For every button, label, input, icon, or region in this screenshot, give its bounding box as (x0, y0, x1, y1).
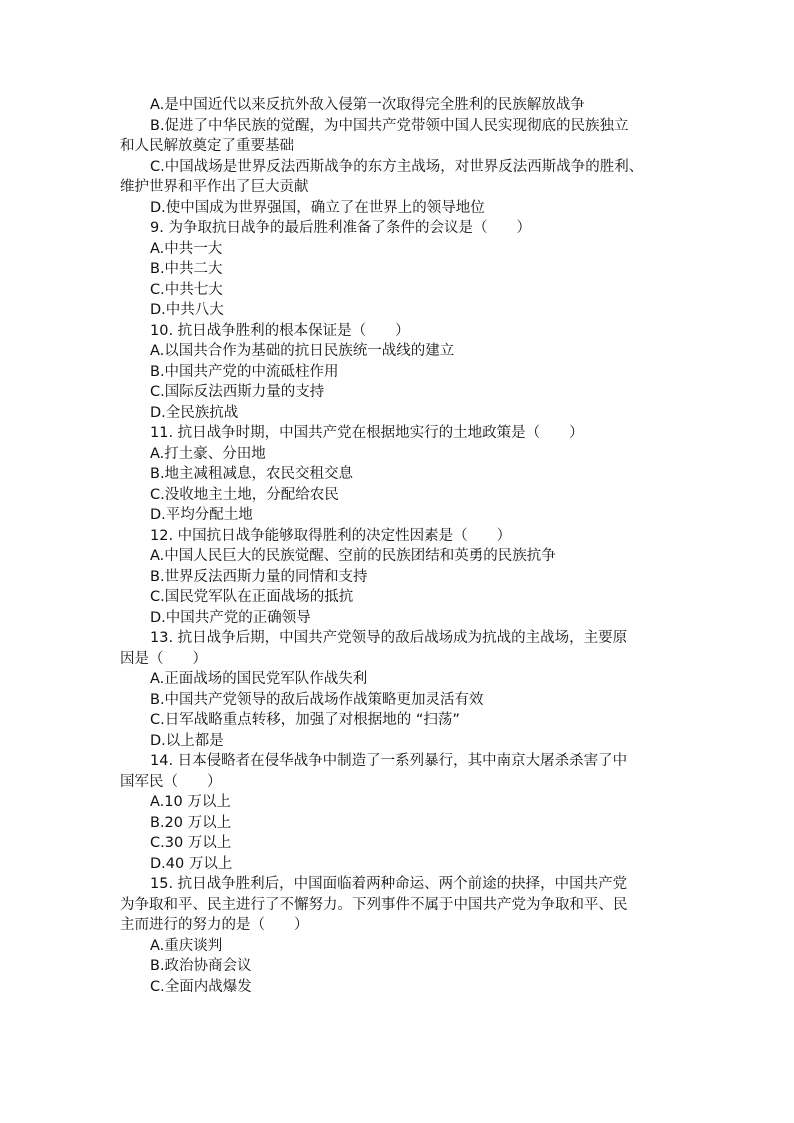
text-line: A.以国共合作为基础的抗日民族统一战线的建立 (150, 343, 455, 359)
text-line: B.20 万以上 (150, 814, 232, 831)
text-line: A.是中国近代以来反抗外敌入侵第一次取得完全胜利的民族解放战争 (150, 97, 585, 113)
text-line: C.中共七大 (150, 281, 223, 298)
text-line: 14. 日本侵略者在侵华战争中制造了一系列暴行，其中南京大屠杀杀害了中 (150, 753, 628, 769)
text-line: A.正面战场的国民党军队作战失利 (150, 671, 368, 687)
text-line: D.中共八大 (150, 302, 224, 318)
text-line-continuation: 维护世界和平作出了巨大贡献 (120, 179, 309, 195)
text-line: D.40 万以上 (150, 855, 233, 872)
text-line: D.平均分配土地 (150, 507, 253, 523)
text-line: D.中国共产党的正确领导 (150, 609, 311, 626)
text-line: D.以上都是 (150, 732, 224, 749)
text-line: B.政治协商会议 (150, 958, 252, 974)
text-line: B.中共二大 (150, 261, 223, 277)
text-line: A.重庆谈判 (150, 937, 223, 954)
text-line: 9. 为争取抗日战争的最后胜利准备了条件的会议是（ ） (150, 220, 531, 236)
text-line: 13. 抗日战争后期，中国共产党领导的敌后战场成为抗战的主战场，主要原 (150, 630, 628, 646)
text-line-continuation: 为争取和平、民主进行了不懈努力。下列事件不属于中国共产党为争取和平、民 (120, 896, 628, 913)
text-line: C.国际反法西斯力量的支持 (150, 384, 325, 400)
text-line-continuation: 国军民（ ） (120, 773, 222, 790)
question-content (0, 95, 794, 997)
text-line-continuation: 和人民解放奠定了重要基础 (120, 138, 294, 154)
text-line: D.全民族抗战 (150, 404, 239, 421)
text-line: 11. 抗日战争时期，中国共产党在根据地实行的土地政策是（ ） (150, 425, 584, 441)
text-line: A.中共一大 (150, 240, 223, 257)
text-line: A.10 万以上 (150, 794, 231, 810)
text-line: 15. 抗日战争胜利后，中国面临着两种命运、两个前途的抉择，中国共产党 (150, 876, 628, 892)
text-line: B.地主减租减息，农民交租交息 (150, 466, 354, 482)
text-line: C.日军战略重点转移，加强了对根据地的 “扫荡” (150, 712, 460, 728)
text-line: C.没收地主土地，分配给农民 (150, 486, 339, 503)
text-line: C.中国战场是世界反法西斯战争的东方主战场，对世界反法西斯战争的胜利、 (150, 158, 644, 175)
text-line: B.世界反法西斯力量的同情和支持 (150, 568, 368, 585)
text-line: D.使中国成为世界强国，确立了在世界上的领导地位 (150, 199, 485, 216)
text-line: 12. 中国抗日战争能够取得胜利的决定性因素是（ ） (150, 527, 512, 544)
text-line-continuation: 因是（ ） (120, 650, 207, 667)
text-line: A.中国人民巨大的民族觉醒、空前的民族团结和英勇的民族抗争 (150, 548, 556, 564)
text-line: A.打土豪、分田地 (150, 445, 266, 462)
text-line: C.国民党军队在正面战场的抵抗 (150, 589, 354, 605)
text-line: B.中国共产党的中流砥柱作用 (150, 363, 339, 380)
text-line: B.中国共产党领导的敌后战场作战策略更加灵活有效 (150, 691, 484, 708)
text-line-continuation: 主而进行的努力的是（ ） (120, 917, 309, 933)
text-line: C.全面内战爆发 (150, 978, 252, 995)
text-line: B.促进了中华民族的觉醒，为中国共产党带领中国人民实现彻底的民族独立 (150, 117, 629, 134)
text-line: 10. 抗日战争胜利的根本保证是（ ） (150, 322, 410, 339)
text-line: C.30 万以上 (150, 835, 232, 851)
